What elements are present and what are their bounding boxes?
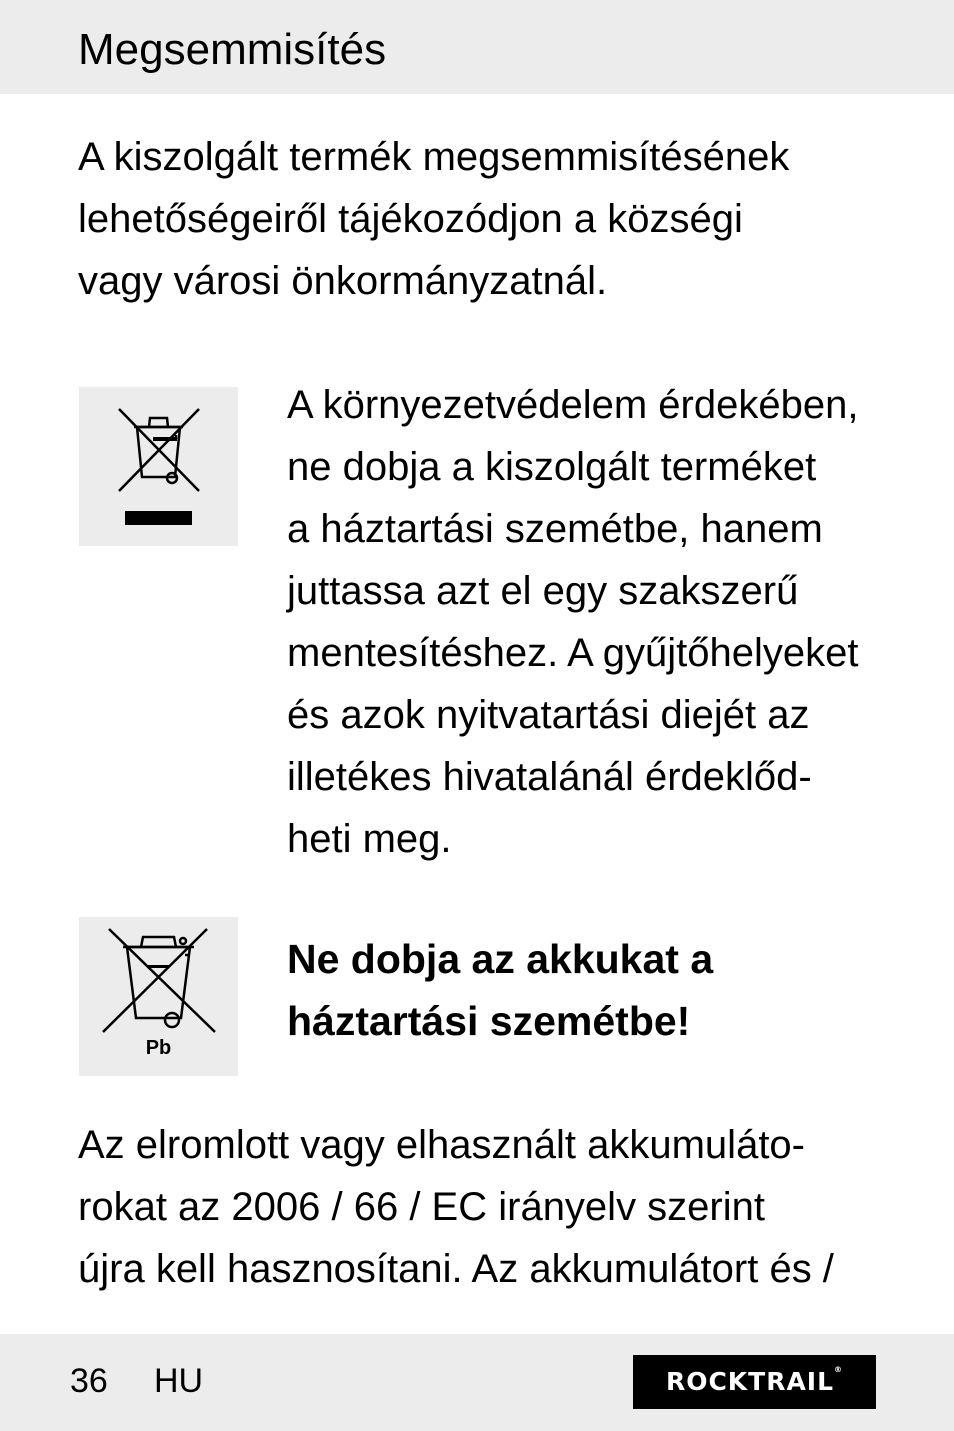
brand-name: ROCKTRAIL [665, 1367, 835, 1396]
battery-paragraph: Az elromlott vagy elhasznált akkumuláto- rokat az 2006 / 66 / EC irányelv szerint újra kell hasznosítani. Az akkumulátort és / [78, 1123, 834, 1291]
battery-icon-box [79, 917, 238, 1076]
page-number: 36 [70, 1362, 108, 1400]
pb-label: Pb [145, 1037, 172, 1059]
crossed-out-wheelie-bin-icon [79, 387, 238, 546]
battery-warning: Ne dobja az akkukat a háztartási szemétbe! [287, 936, 714, 1044]
section-title: Megsemmisítés [78, 25, 387, 74]
registered-mark: ® [834, 1365, 844, 1374]
weee-disposal-text: A környezetvédelem érdekében, ne dobja a kiszolgált terméket a háztartási szemétbe, hanem juttassa azt el egy szakszerű mentesítéshez. A gyűjtőhelyeket és azok nyitvatartási diejét az illetékes hivatalánál érdeklőd- heti meg. [287, 383, 859, 861]
brand-logo [633, 1355, 876, 1409]
intro-paragraph: A kiszolgált termék megsemmisítésének lehetőségeiről tájékozódjon a községi vagy városi önkormányzatnál. [78, 135, 790, 303]
weee-icon-box [79, 387, 238, 546]
language-code: HU [154, 1362, 204, 1400]
